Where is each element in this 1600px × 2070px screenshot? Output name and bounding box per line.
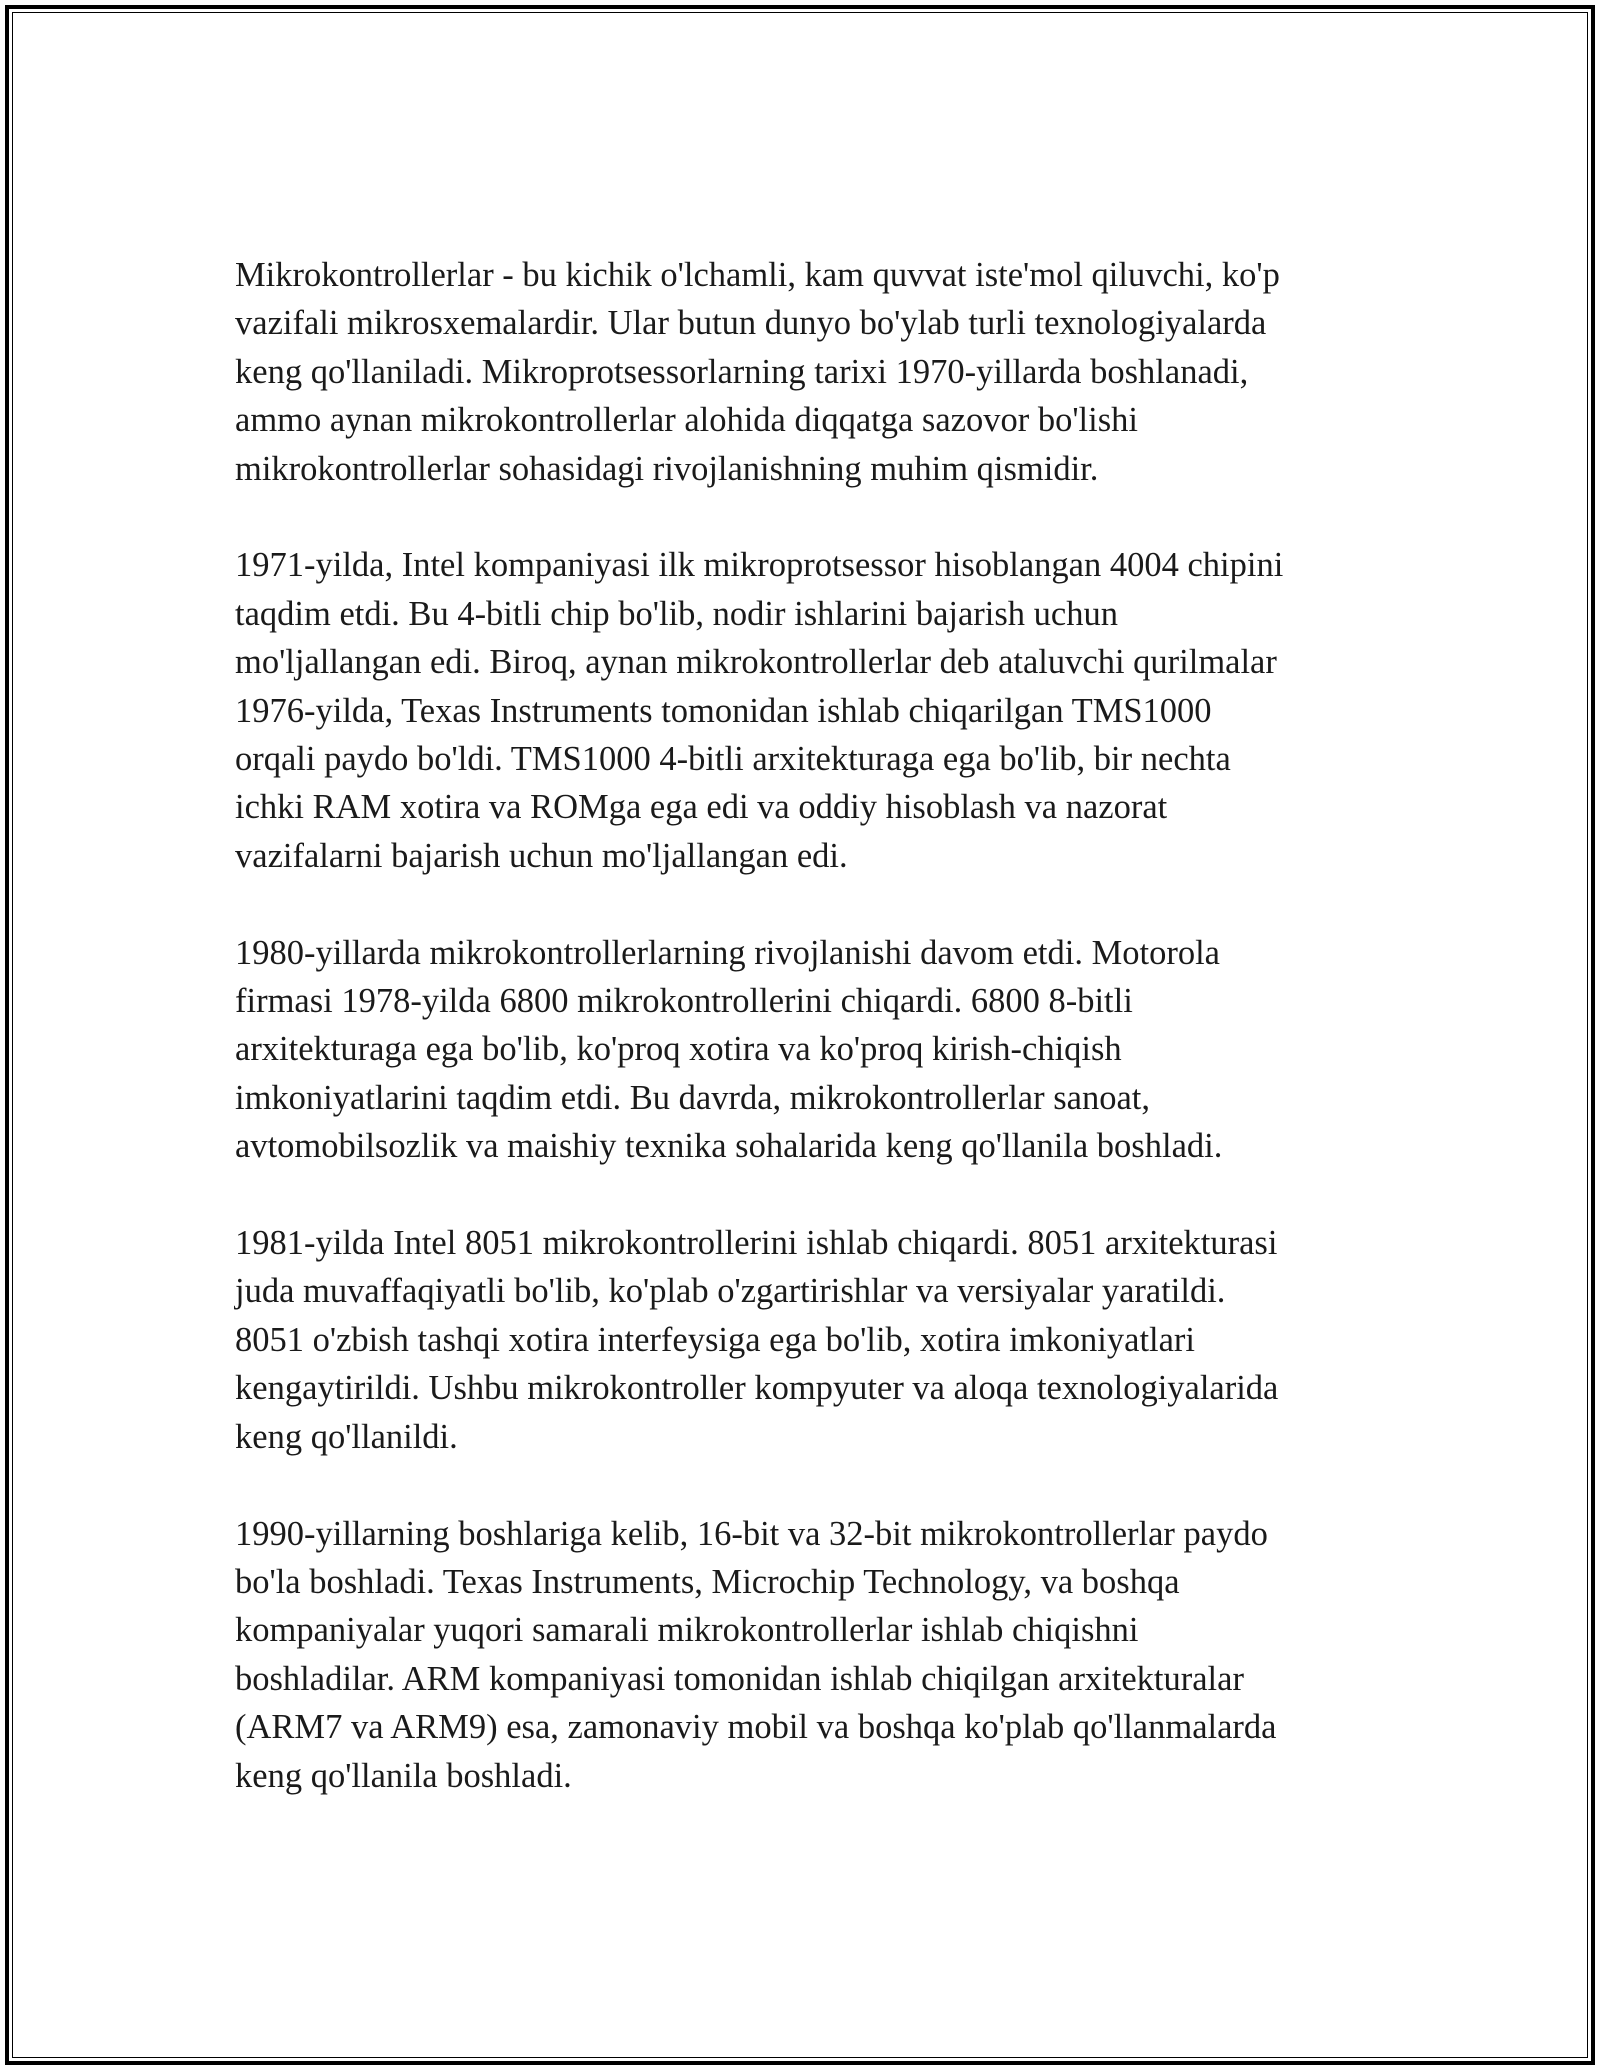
text-line: imkoniyatlarini taqdim etdi. Bu davrda, mikrokontrollerlar sanoat, [235, 1078, 1150, 1117]
text-line: taqdim etdi. Bu 4-bitli chip bo'lib, nodir ishlarini bajarish uchun [235, 594, 1118, 633]
text-line: keng qo'llaniladi. Mikroprotsessorlarning tarixi 1970-yillarda boshlanadi, [235, 352, 1249, 391]
text-line: mo'ljallangan edi. Biroq, aynan mikrokontrollerlar deb ataluvchi qurilmalar [235, 643, 1277, 682]
text-line: bo'la boshladi. Texas Instruments, Microchip Technology, va boshqa [235, 1562, 1180, 1601]
text-line: 1971-yilda, Intel kompaniyasi ilk mikroprotsessor hisoblangan 4004 chipini [235, 546, 1284, 585]
text-line: firmasi 1978-yilda 6800 mikrokontrollerini chiqardi. 6800 8-bitli [235, 982, 1133, 1021]
text-line: vazifali mikrosxemalardir. Ular butun dunyo bo'ylab turli texnologiyalarda [235, 304, 1267, 343]
text-line: keng qo'llanila boshladi. [235, 1756, 572, 1795]
text-line: kengaytirildi. Ushbu mikrokontroller kompyuter va aloqa texnologiyalarida [235, 1369, 1279, 1408]
text-line: juda muvaffaqiyatli bo'lib, ko'plab o'zgartirishlar va versiyalar yaratildi. [235, 1272, 1226, 1311]
document-body [235, 251, 1385, 1800]
text-line: keng qo'llanildi. [235, 1417, 458, 1456]
text-line: (ARM7 va ARM9) esa, zamonaviy mobil va boshqa ko'plab qo'llanmalarda [235, 1708, 1277, 1747]
text-line: 1980-yillarda mikrokontrollerlarning rivojlanishi davom etdi. Motorola [235, 933, 1220, 972]
text-line: ammo aynan mikrokontrollerlar alohida diqqatga sazovor bo'lishi [235, 401, 1138, 440]
paragraph-1980s [235, 929, 1385, 1171]
text-line: boshladilar. ARM kompaniyasi tomonidan ishlab chiqilgan arxitekturalar [235, 1659, 1244, 1698]
text-line: kompaniyalar yuqori samarali mikrokontrollerlar ishlab chiqishni [235, 1611, 1139, 1650]
text-line: vazifalarni bajarish uchun mo'ljallangan edi. [235, 836, 848, 875]
text-line: 1981-yilda Intel 8051 mikrokontrollerini ishlab chiqardi. 8051 arxitekturasi [235, 1224, 1278, 1263]
text-line: mikrokontrollerlar sohasidagi rivojlanishning muhim qismidir. [235, 449, 1099, 488]
text-line: orqali paydo bo'ldi. TMS1000 4-bitli arxitekturaga ega bo'lib, bir nechta [235, 740, 1231, 779]
text-line: arxitekturaga ega bo'lib, ko'proq xotira va ko'proq kirish-chiqish [235, 1030, 1122, 1069]
paragraph-intro [235, 251, 1385, 493]
text-line: 1976-yilda, Texas Instruments tomonidan ishlab chiqarilgan TMS1000 [235, 691, 1212, 730]
text-line: avtomobilsozlik va maishiy texnika sohalarida keng qo'llanila boshladi. [235, 1127, 1223, 1166]
text-line: 8051 o'zbish tashqi xotira interfeysiga ega bo'lib, xotira imkoniyatlari [235, 1320, 1196, 1359]
text-line: ichki RAM xotira va ROMga ega edi va oddiy hisoblash va nazorat [235, 788, 1168, 827]
text-line: 1990-yillarning boshlariga kelib, 16-bit va 32-bit mikrokontrollerlar paydo [235, 1514, 1268, 1553]
paragraph-1990s [235, 1510, 1385, 1800]
text-line: Mikrokontrollerlar - bu kichik o'lchamli, kam quvvat iste'mol qiluvchi, ko'p [235, 256, 1280, 294]
paragraph-1971 [235, 541, 1385, 880]
paragraph-1981 [235, 1219, 1385, 1461]
